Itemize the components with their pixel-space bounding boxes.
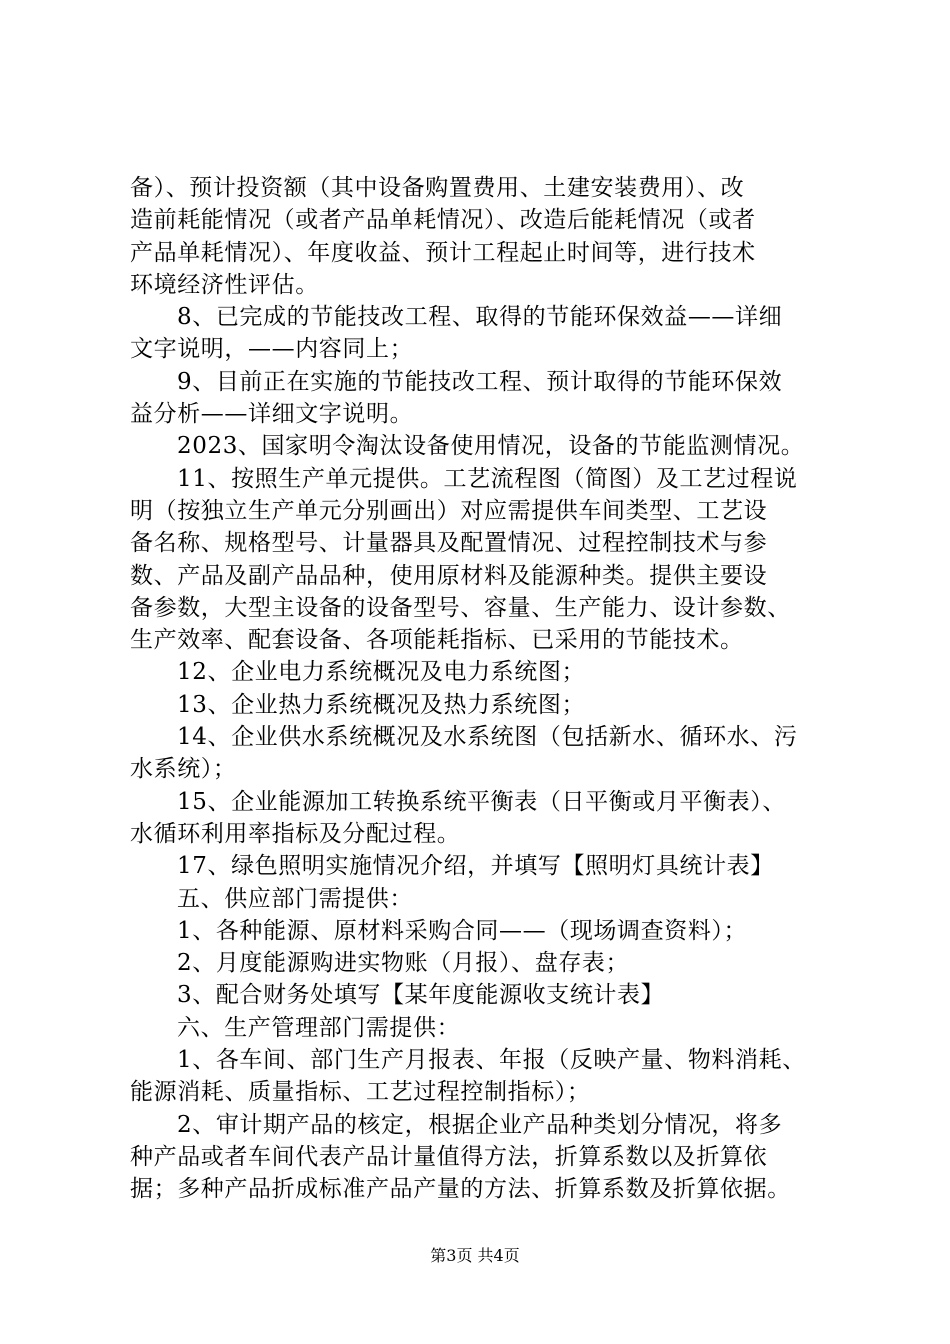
text-line: 11、按照生产单元提供。工艺流程图（简图）及工艺过程说 <box>177 465 798 492</box>
text-line: 1、各车间、部门生产月报表、年报（反映产量、物料消耗、 <box>177 1047 806 1074</box>
text-line: 9、目前正在实施的节能技改工程、预计取得的节能环保效 <box>177 368 783 395</box>
text-line: 六、生产管理部门需提供： <box>177 1014 461 1041</box>
text-line: 据；多种产品折成标准产品产量的方法、折算系数及折算依据。 <box>130 1176 791 1203</box>
text-line: 明（按独立生产单元分别画出）对应需提供车间类型、工艺设 <box>130 497 768 524</box>
text-line: 五、供应部门需提供： <box>177 885 413 912</box>
text-line: 益分析——详细文字说明。 <box>130 401 414 428</box>
page-footer: 第3页 共4页 <box>430 1246 520 1265</box>
text-line: 1、各种能源、原材料采购合同——（现场调查资料）； <box>177 917 748 944</box>
text-line: 2023、国家明令淘汰设备使用情况，设备的节能监测情况。 <box>177 433 805 460</box>
text-line: 种产品或者车间代表产品计量值得方法，折算系数以及折算依 <box>130 1143 768 1170</box>
text-line: 水循环利用率指标及分配过程。 <box>130 820 461 847</box>
text-line: 环境经济性评估。 <box>130 271 319 298</box>
document-body <box>130 172 855 1206</box>
text-line: 2、审计期产品的核定，根据企业产品种类划分情况，将多 <box>177 1111 783 1138</box>
text-line: 生产效率、配套设备、各项能耗指标、已采用的节能技术。 <box>130 627 744 654</box>
text-line: 备名称、规格型号、计量器具及配置情况、过程控制技术与参 <box>130 530 768 557</box>
text-line: 2、月度能源购进实物账（月报）、盘存表； <box>177 950 630 977</box>
text-line: 备参数，大型主设备的设备型号、容量、生产能力、设计参数、 <box>130 594 791 621</box>
text-line: 能源消耗、质量指标、工艺过程控制指标）； <box>130 1079 591 1106</box>
text-line: 造前耗能情况（或者产品单耗情况）、改造后能耗情况（或者 <box>130 207 756 234</box>
text-line: 14、企业供水系统概况及水系统图（包括新水、循环水、污 <box>177 724 798 751</box>
text-line: 产品单耗情况）、年度收益、预计工程起止时间等，进行技术 <box>130 239 756 266</box>
text-line: 文字说明，——内容同上； <box>130 336 414 363</box>
text-line: 8、已完成的节能技改工程、取得的节能环保效益——详细 <box>177 304 783 331</box>
text-line: 13、企业热力系统概况及热力系统图； <box>177 691 586 718</box>
text-line: 数、产品及副产品品种，使用原材料及能源种类。提供主要设 <box>130 562 768 589</box>
text-line: 17、绿色照明实施情况介绍，并填写【照明灯具统计表】 <box>177 853 774 880</box>
text-line: 备）、预计投资额（其中设备购置费用、土建安装费用）、改 <box>130 175 745 201</box>
text-line: 15、企业能源加工转换系统平衡表（日平衡或月平衡表）、 <box>177 788 786 815</box>
text-line: 水系统）； <box>130 756 237 783</box>
text-line: 12、企业电力系统概况及电力系统图； <box>177 659 586 686</box>
text-line: 3、配合财务处填写【某年度能源收支统计表】 <box>177 982 665 1009</box>
